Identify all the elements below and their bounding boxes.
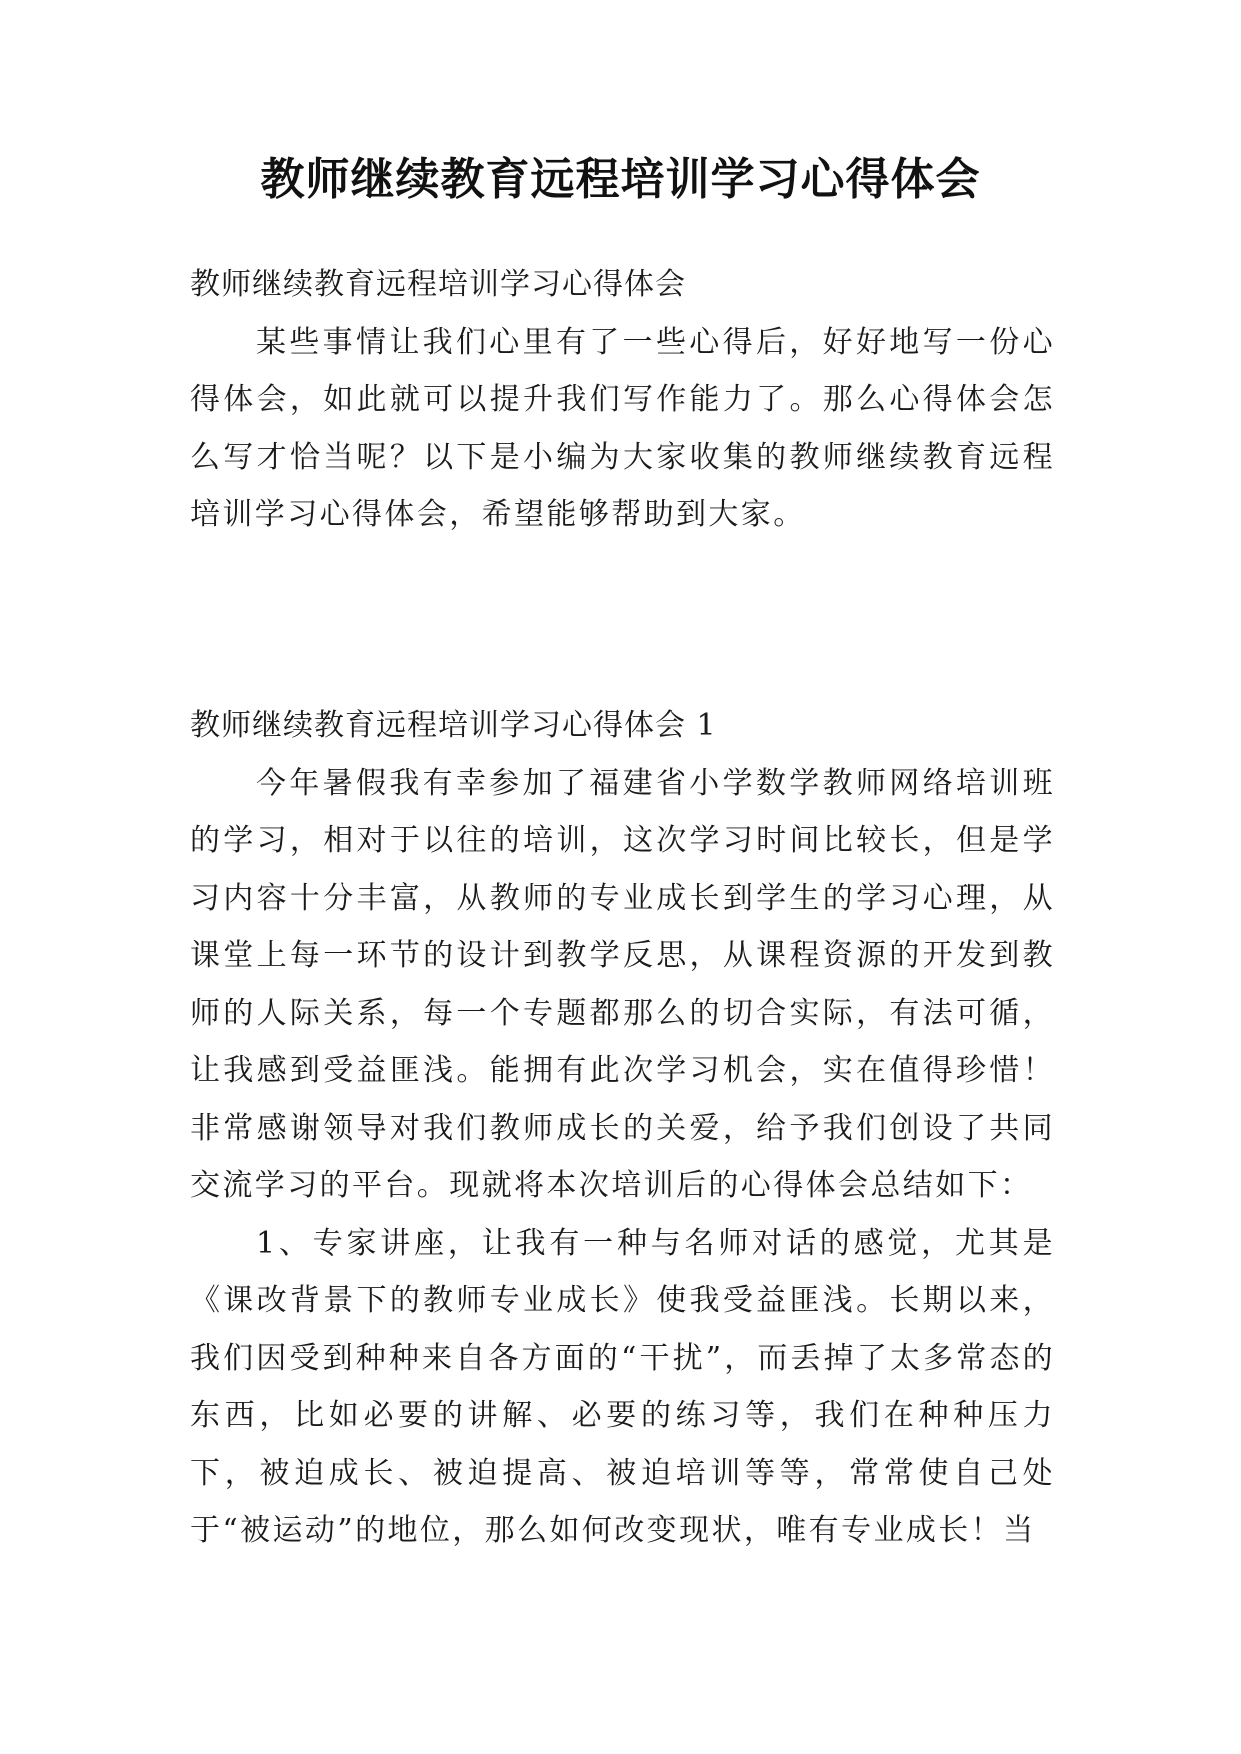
intro-paragraph: 某些事情让我们心里有了一些心得后，好好地写一份心得体会，如此就可以提升我们写作能力了。那么心得体会怎么写才恰当呢？以下是小编为大家收集的教师继续教育远程培训学习心得体会，希望能够帮助到大家。: [190, 324, 1055, 532]
intro-heading: 教师继续教育远程培训学习心得体会: [190, 267, 686, 302]
section-1-paragraph: 1、专家讲座，让我有一种与名师对话的感觉，尤其是《课改背景下的教师专业成长》使我受益匪浅。长期以来，我们因受到种种来自各方面的“干扰”，而丢掉了太多常态的东西，比如必要的讲解、必要的练习等，我们在种种压力下，被迫成长、被迫提高、被迫培训等等，常常使自己处于“被运动”的地位，那么如何改变现状，唯有专业成长！当: [190, 1225, 1055, 1548]
document-title: 教师继续教育远程培训学习心得体会: [260, 154, 981, 205]
section-1-paragraph: 今年暑假我有幸参加了福建省小学数学教师网络培训班的学习，相对于以往的培训，这次学习时间比较长，但是学习内容十分丰富，从教师的专业成长到学生的学习心理，从课堂上每一环节的设计到教学反思，从课程资源的开发到教师的人际关系，每一个专题都那么的切合实际，有法可循，让我感到受益匪浅。能拥有此次学习机会，实在值得珍惜！非常感谢领导对我们教师成长的关爱，给予我们创设了共同交流学习的平台。现就将本次培训后的心得体会总结如下：: [190, 765, 1055, 1203]
section-1-heading: 教师继续教育远程培训学习心得体会 1: [190, 708, 717, 743]
intro-section: [190, 256, 1055, 544]
section-1: [190, 697, 1055, 1560]
